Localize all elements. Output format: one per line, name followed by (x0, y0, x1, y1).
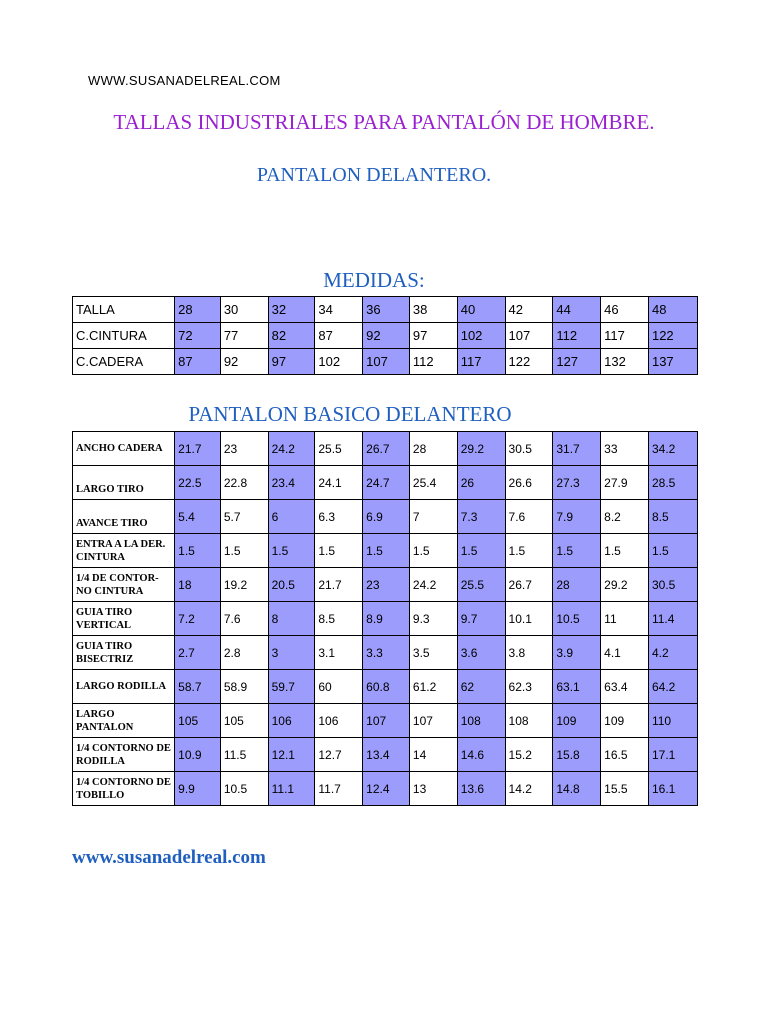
row-label: C.CINTURA (73, 323, 175, 349)
table-cell: 107 (409, 704, 457, 738)
table-cell: 107 (363, 704, 410, 738)
table-cell: 92 (363, 323, 410, 349)
table-cell: 82 (268, 323, 315, 349)
table-cell: 11.4 (648, 602, 697, 636)
table-cell: 11.5 (220, 738, 268, 772)
table-cell: 25.4 (409, 466, 457, 500)
table-cell: 22.5 (175, 466, 221, 500)
table-cell: 20.5 (268, 568, 315, 602)
table-cell: 24.7 (363, 466, 410, 500)
table-cell: 21.7 (315, 568, 363, 602)
row-label: TALLA (73, 297, 175, 323)
table-cell: 31.7 (553, 432, 601, 466)
table-cell: 11.7 (315, 772, 363, 806)
table-cell: 1.5 (457, 534, 505, 568)
table-cell: 3.8 (505, 636, 553, 670)
site-url-footer[interactable]: www.susanadelreal.com (72, 847, 266, 868)
table-cell: 11.1 (268, 772, 315, 806)
table-cell: 34 (315, 297, 363, 323)
table-cell: 87 (175, 349, 221, 375)
table-cell: 4.2 (648, 636, 697, 670)
row-label: LARGO RODILLA (73, 670, 175, 704)
table-cell: 1.5 (648, 534, 697, 568)
row-label: AVANCE TIRO (73, 500, 175, 534)
table-cell: 24.2 (409, 568, 457, 602)
table-cell: 23.4 (268, 466, 315, 500)
table-cell: 1.5 (505, 534, 553, 568)
table-cell: 9.9 (175, 772, 221, 806)
row-label: LARGO TIRO (73, 466, 175, 500)
table-cell: 3.5 (409, 636, 457, 670)
table-cell: 16.5 (601, 738, 649, 772)
table-cell: 8.5 (648, 500, 697, 534)
table-cell: 63.4 (601, 670, 649, 704)
table-cell: 7.6 (220, 602, 268, 636)
table-cell: 92 (220, 349, 268, 375)
table-cell: 1.5 (220, 534, 268, 568)
table-cell: 7.2 (175, 602, 221, 636)
table-cell: 14.8 (553, 772, 601, 806)
table-cell: 58.9 (220, 670, 268, 704)
table-cell: 102 (457, 323, 505, 349)
table-cell: 15.2 (505, 738, 553, 772)
table-cell: 1.5 (409, 534, 457, 568)
table-cell: 87 (315, 323, 363, 349)
table-cell: 137 (648, 349, 697, 375)
site-url-header: WWW.SUSANADELREAL.COM (88, 73, 281, 88)
row-label: ANCHO CADERA (73, 432, 175, 466)
table-cell: 117 (601, 323, 649, 349)
table-cell: 28.5 (648, 466, 697, 500)
table-cell: 27.9 (601, 466, 649, 500)
table-cell: 107 (505, 323, 553, 349)
table-cell: 105 (220, 704, 268, 738)
table-cell: 15.5 (601, 772, 649, 806)
table-cell: 112 (409, 349, 457, 375)
table-cell: 3.3 (363, 636, 410, 670)
table-row (73, 349, 698, 375)
table-cell: 110 (648, 704, 697, 738)
table-cell: 21.7 (175, 432, 221, 466)
table-cell: 14.6 (457, 738, 505, 772)
row-label: C.CADERA (73, 349, 175, 375)
table-cell: 18 (175, 568, 221, 602)
table-cell: 4.1 (601, 636, 649, 670)
document-subtitle: PANTALON DELANTERO. (256, 164, 492, 186)
table-row (73, 738, 698, 772)
table-cell: 102 (315, 349, 363, 375)
table-cell: 1.5 (315, 534, 363, 568)
medidas-heading: MEDIDAS: (323, 268, 425, 292)
table-cell: 27.3 (553, 466, 601, 500)
table-cell: 14.2 (505, 772, 553, 806)
table-cell: 108 (457, 704, 505, 738)
medidas-table (72, 296, 698, 375)
table-cell: 30.5 (648, 568, 697, 602)
table-cell: 62.3 (505, 670, 553, 704)
table-cell: 38 (409, 297, 457, 323)
table-cell: 15.8 (553, 738, 601, 772)
table-cell: 6.9 (363, 500, 410, 534)
table-cell: 29.2 (457, 432, 505, 466)
table-cell: 59.7 (268, 670, 315, 704)
table-cell: 2.8 (220, 636, 268, 670)
table-cell: 72 (175, 323, 221, 349)
table-cell: 6.3 (315, 500, 363, 534)
table-cell: 109 (601, 704, 649, 738)
table-cell: 13 (409, 772, 457, 806)
table-cell: 64.2 (648, 670, 697, 704)
row-label: GUIA TIRO BISECTRIZ (73, 636, 175, 670)
table-cell: 58.7 (175, 670, 221, 704)
table-cell: 109 (553, 704, 601, 738)
table-cell: 7.6 (505, 500, 553, 534)
table-cell: 46 (601, 297, 649, 323)
table-cell: 33 (601, 432, 649, 466)
table-cell: 11 (601, 602, 649, 636)
table-cell: 106 (268, 704, 315, 738)
table-cell: 122 (648, 323, 697, 349)
table-cell: 25.5 (315, 432, 363, 466)
table-cell: 108 (505, 704, 553, 738)
table-cell: 107 (363, 349, 410, 375)
table-cell: 97 (409, 323, 457, 349)
row-label: ENTRA A LA DER. CINTURA (73, 534, 175, 568)
table-cell: 5.4 (175, 500, 221, 534)
table-row (73, 534, 698, 568)
document-title: TALLAS INDUSTRIALES PARA PANTALÓN DE HOMBRE. (113, 110, 655, 134)
row-label: GUIA TIRO VERTICAL (73, 602, 175, 636)
table-row (73, 466, 698, 500)
table-cell: 25.5 (457, 568, 505, 602)
table-cell: 24.2 (268, 432, 315, 466)
table-cell: 122 (505, 349, 553, 375)
table-cell: 12.4 (363, 772, 410, 806)
table-cell: 3.6 (457, 636, 505, 670)
table-cell: 29.2 (601, 568, 649, 602)
table-row (73, 772, 698, 806)
basico-table (72, 431, 698, 806)
row-label: LARGO PANTALON (73, 704, 175, 738)
table-row (73, 704, 698, 738)
table-row (73, 500, 698, 534)
table-cell: 8 (268, 602, 315, 636)
table-cell: 9.3 (409, 602, 457, 636)
table-cell: 36 (363, 297, 410, 323)
table-cell: 26.7 (363, 432, 410, 466)
table-cell: 60.8 (363, 670, 410, 704)
table-cell: 28 (409, 432, 457, 466)
table-cell: 12.7 (315, 738, 363, 772)
table-row (73, 602, 698, 636)
table-cell: 106 (315, 704, 363, 738)
table-cell: 5.7 (220, 500, 268, 534)
table-cell: 77 (220, 323, 268, 349)
table-cell: 26 (457, 466, 505, 500)
table-cell: 10.5 (220, 772, 268, 806)
table-cell: 7.3 (457, 500, 505, 534)
table-cell: 7 (409, 500, 457, 534)
table-cell: 26.6 (505, 466, 553, 500)
table-cell: 6 (268, 500, 315, 534)
table-cell: 7.9 (553, 500, 601, 534)
table-cell: 8.5 (315, 602, 363, 636)
table-cell: 23 (363, 568, 410, 602)
table-cell: 34.2 (648, 432, 697, 466)
table-cell: 3.9 (553, 636, 601, 670)
table-cell: 1.5 (601, 534, 649, 568)
table-row (73, 297, 698, 323)
table-cell: 61.2 (409, 670, 457, 704)
table-row (73, 323, 698, 349)
table-cell: 97 (268, 349, 315, 375)
table-cell: 10.9 (175, 738, 221, 772)
table-cell: 63.1 (553, 670, 601, 704)
table-cell: 10.5 (553, 602, 601, 636)
table-cell: 48 (648, 297, 697, 323)
table-cell: 17.1 (648, 738, 697, 772)
table-cell: 24.1 (315, 466, 363, 500)
table-cell: 2.7 (175, 636, 221, 670)
table-cell: 13.6 (457, 772, 505, 806)
table-cell: 127 (553, 349, 601, 375)
table-cell: 32 (268, 297, 315, 323)
table-cell: 19.2 (220, 568, 268, 602)
basico-heading: PANTALON BASICO DELANTERO (188, 402, 512, 426)
table-cell: 42 (505, 297, 553, 323)
table-cell: 44 (553, 297, 601, 323)
row-label: 1/4 CONTORNO DE TOBILLO (73, 772, 175, 806)
table-cell: 28 (175, 297, 221, 323)
table-cell: 40 (457, 297, 505, 323)
table-cell: 3 (268, 636, 315, 670)
table-cell: 30.5 (505, 432, 553, 466)
table-cell: 8.9 (363, 602, 410, 636)
table-cell: 105 (175, 704, 221, 738)
table-cell: 1.5 (363, 534, 410, 568)
table-cell: 1.5 (268, 534, 315, 568)
table-row (73, 432, 698, 466)
table-row (73, 568, 698, 602)
table-row (73, 636, 698, 670)
table-cell: 12.1 (268, 738, 315, 772)
table-cell: 23 (220, 432, 268, 466)
table-cell: 13.4 (363, 738, 410, 772)
table-cell: 9.7 (457, 602, 505, 636)
table-cell: 62 (457, 670, 505, 704)
table-cell: 1.5 (175, 534, 221, 568)
row-label: 1/4 CONTORNO DE RODILLA (73, 738, 175, 772)
table-cell: 16.1 (648, 772, 697, 806)
table-cell: 60 (315, 670, 363, 704)
table-cell: 30 (220, 297, 268, 323)
table-row (73, 670, 698, 704)
row-label: 1/4 DE CONTOR-NO CINTURA (73, 568, 175, 602)
table-cell: 14 (409, 738, 457, 772)
table-cell: 132 (601, 349, 649, 375)
table-cell: 8.2 (601, 500, 649, 534)
table-cell: 22.8 (220, 466, 268, 500)
table-cell: 3.1 (315, 636, 363, 670)
table-cell: 28 (553, 568, 601, 602)
table-cell: 26.7 (505, 568, 553, 602)
table-cell: 10.1 (505, 602, 553, 636)
table-cell: 1.5 (553, 534, 601, 568)
table-cell: 117 (457, 349, 505, 375)
table-cell: 112 (553, 323, 601, 349)
